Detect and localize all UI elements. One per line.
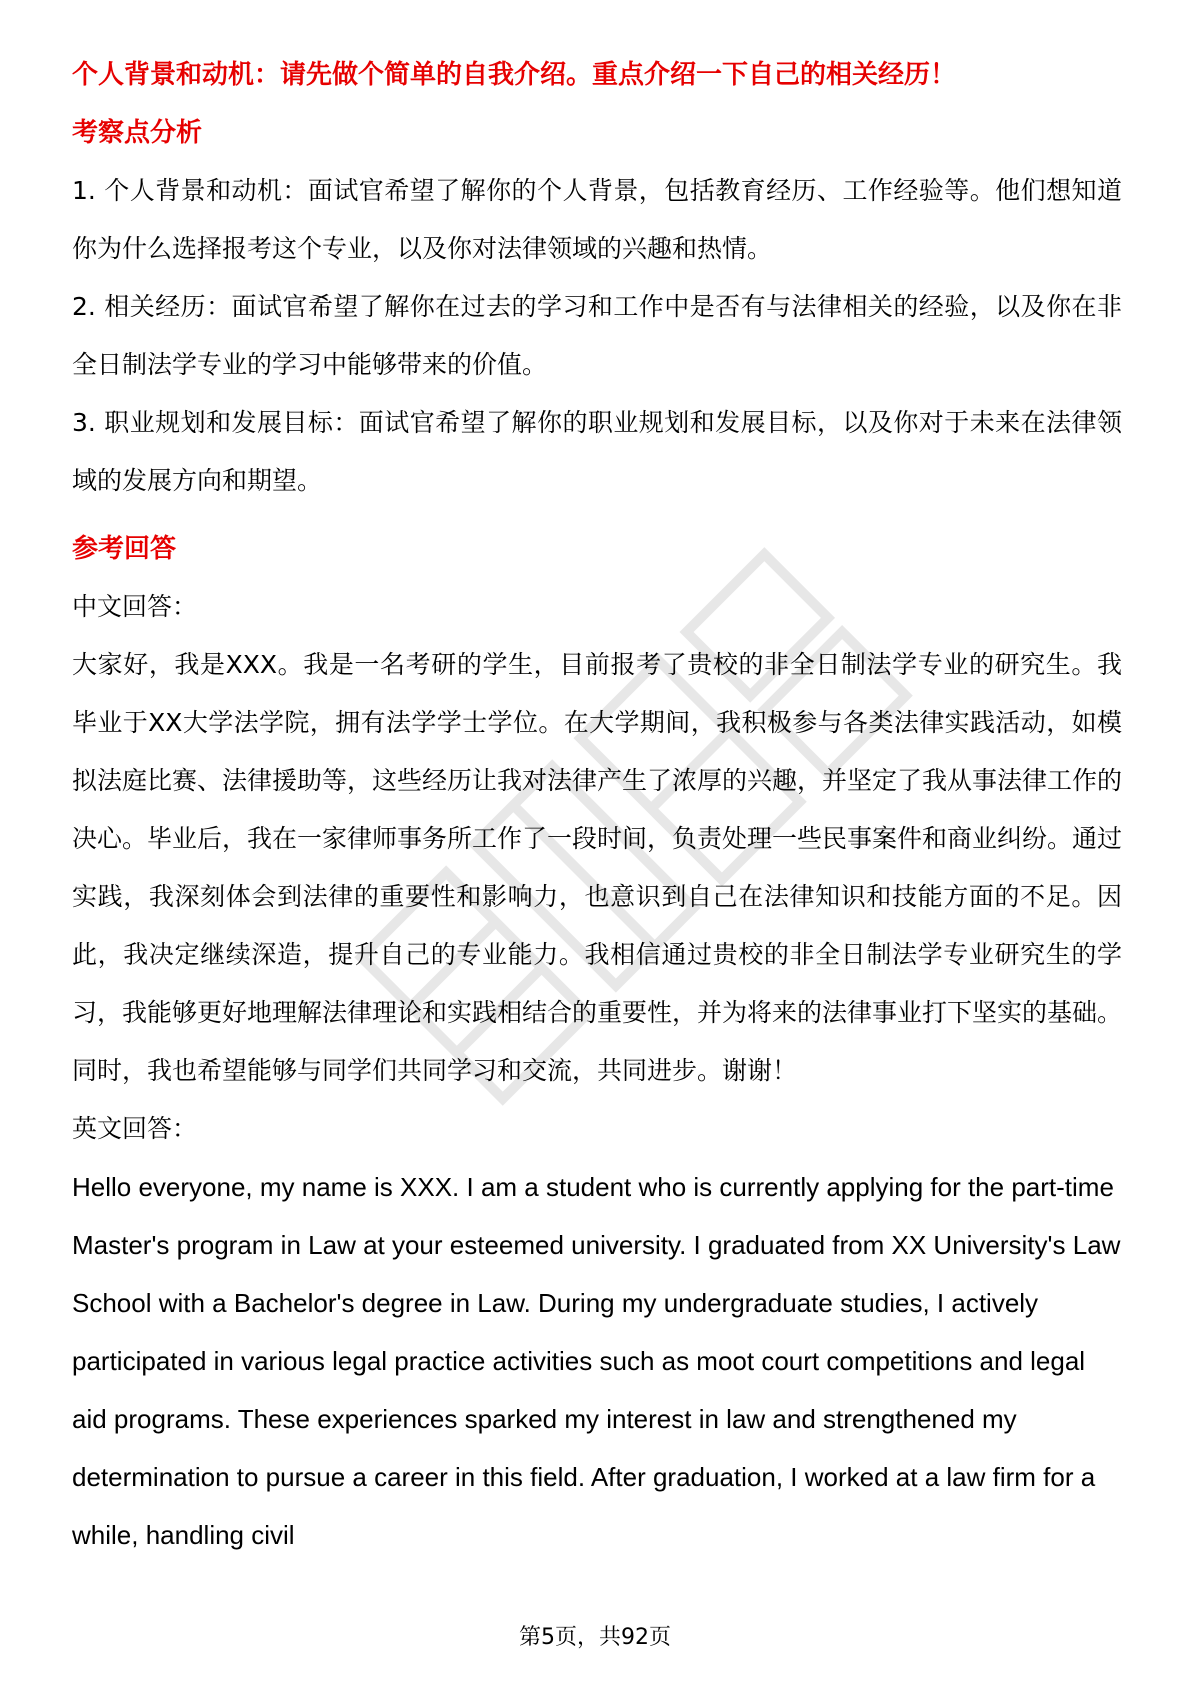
reference-label: 参考回答	[72, 534, 177, 564]
english-answer-label: 英文回答：	[72, 1114, 198, 1143]
document-page	[72, 46, 1122, 1564]
english-answer-text: Hello everyone, my name is XXX. I am a student who is currently applying for the part-time Master's program in Law at your esteemed university. I graduated from XX University's Law School with a Bachelor's degree in Law. During my undergraduate studies, I actively participated in various legal practice activities such as moot court competitions and legal aid programs. These experiences sparked my interest in law and strengthened my determination to pursue a career in this field. After graduation, I worked at a law firm for a while, handling civil	[72, 1172, 1121, 1550]
analysis-item-3: 3. 职业规划和发展目标：面试官希望了解你的职业规划和发展目标，以及你对于未来在法律领域的发展方向和期望。	[72, 408, 1122, 495]
page-number-footer: 第5页，共92页	[519, 1625, 671, 1650]
chinese-answer-text: 大家好，我是XXX。我是一名考研的学生，目前报考了贵校的非全日制法学专业的研究生。我毕业于XX大学法学院，拥有法学学士学位。在大学期间，我积极参与各类法律实践活动，如模拟法庭比赛、法律援助等，这些经历让我对法律产生了浓厚的兴趣，并坚定了我从事法律工作的决心。毕业后，我在一家律师事务所工作了一段时间，负责处理一些民事案件和商业纠纷。通过实践，我深刻体会到法律的重要性和影响力，也意识到自己在法律知识和技能方面的不足。因此，我决定继续深造，提升自己的专业能力。我相信通过贵校的非全日制法学专业研究生的学习，我能够更好地理解法律理论和实践相结合的重要性，并为将来的法律事业打下坚实的基础。同时，我也希望能够与同学们共同学习和交流，共同进步。谢谢！	[72, 650, 1123, 1085]
chinese-answer-label: 中文回答：	[72, 592, 198, 621]
question-heading: 个人背景和动机：请先做个简单的自我介绍。重点介绍一下自己的相关经历！	[72, 60, 957, 90]
analysis-label: 考察点分析	[72, 118, 203, 148]
analysis-item-1: 1. 个人背景和动机：面试官希望了解你的个人背景，包括教育经历、工作经验等。他们想知道你为什么选择报考这个专业，以及你对法律领域的兴趣和热情。	[72, 176, 1122, 263]
analysis-item-2: 2. 相关经历：面试官希望了解你在过去的学习和工作中是否有与法律相关的经验，以及你在非全日制法学专业的学习中能够带来的价值。	[72, 292, 1122, 379]
